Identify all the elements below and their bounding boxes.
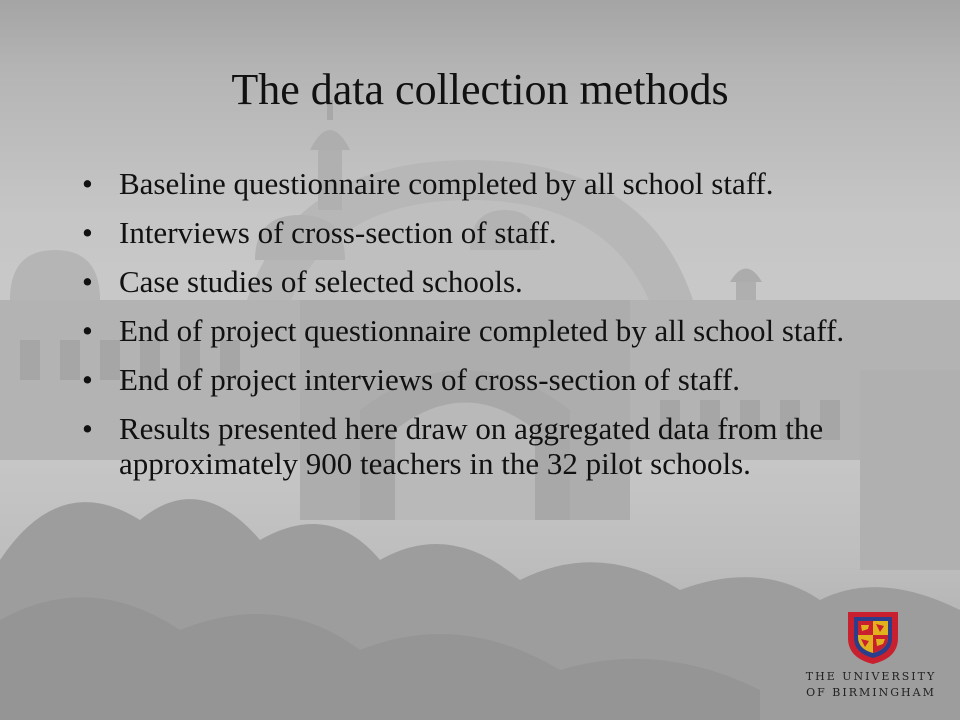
bullet-text: Interviews of cross-section of staff. (119, 215, 557, 250)
logo-text-line-1: THE UNIVERSITY (805, 670, 937, 683)
bullet-list (82, 166, 852, 495)
bullet-icon: • (82, 313, 93, 348)
bullet-text: Baseline questionnaire completed by all school staff. (119, 166, 774, 201)
bullet-item (82, 264, 852, 299)
bullet-icon: • (82, 362, 93, 397)
university-crest-icon (844, 608, 902, 666)
bullet-item (82, 166, 852, 201)
bullet-text: End of project questionnaire completed by all school staff. (119, 313, 845, 348)
bullet-icon: • (82, 411, 93, 446)
bullet-item (82, 313, 852, 348)
bullet-text: Case studies of selected schools. (119, 264, 523, 299)
bullet-item (82, 362, 852, 397)
logo-text-line-2: OF BIRMINGHAM (806, 686, 936, 699)
slide-title: The data collection methods (231, 65, 729, 114)
bullet-icon: • (82, 166, 93, 201)
bullet-icon: • (82, 264, 93, 299)
bullet-item (82, 215, 852, 250)
bullet-text: Results presented here draw on aggregated data from the approximately 900 teachers in the 32 pilot schools. (119, 411, 824, 481)
bullet-item (82, 411, 852, 481)
bullet-text: End of project interviews of cross-section of staff. (119, 362, 740, 397)
university-logo (800, 604, 942, 704)
bullet-icon: • (82, 215, 93, 250)
